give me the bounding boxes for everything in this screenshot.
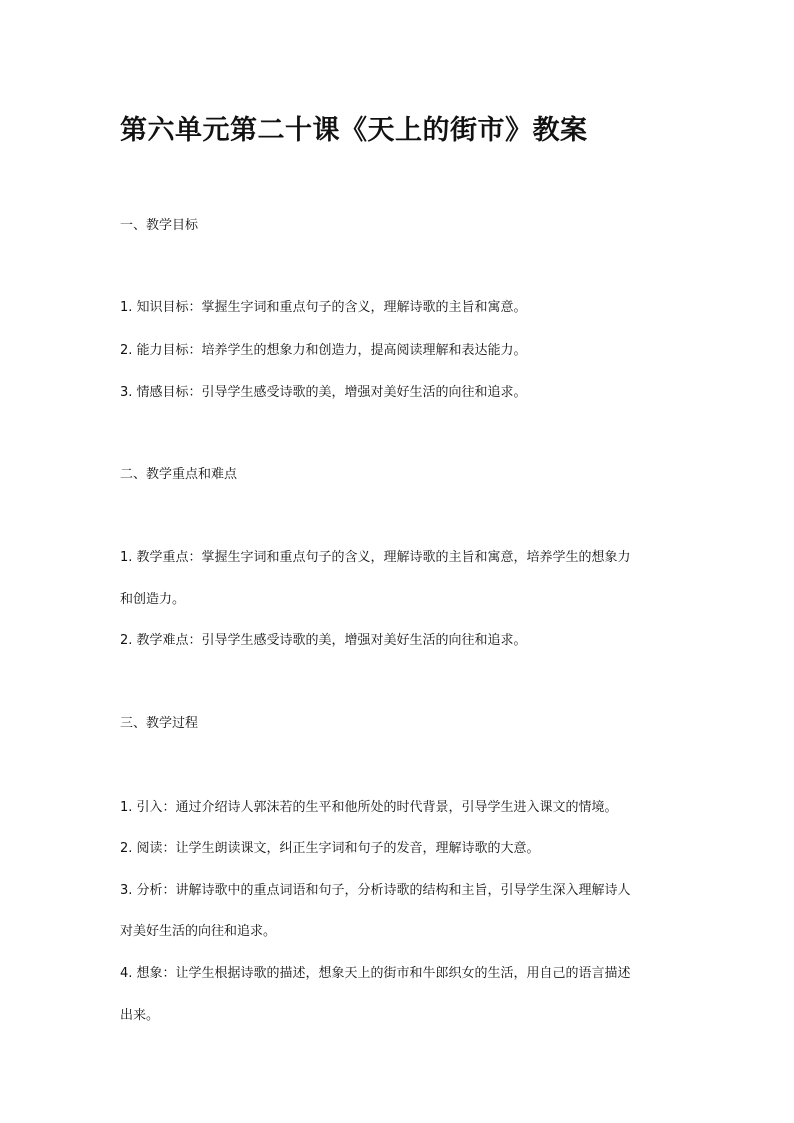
objective-ability: 2. 能力目标：培养学生的想象力和创造力，提高阅读理解和表达能力。 xyxy=(120,343,527,358)
section-heading-process: 三、教学过程 xyxy=(120,716,199,731)
key-point-line-continued: 和创造力。 xyxy=(120,592,186,607)
objective-knowledge: 1. 知识目标：掌握生字词和重点句子的含义，理解诗歌的主旨和寓意。 xyxy=(120,300,527,315)
process-step-intro: 1. 引入：通过介绍诗人郭沫若的生平和他所处的时代背景，引导学生进入课文的情境。 xyxy=(120,800,618,815)
process-step-analysis: 3. 分析：讲解诗歌中的重点词语和句子，分析诗歌的结构和主旨，引导学生深入理解诗人 xyxy=(120,883,631,898)
process-step-imagination: 4. 想象：让学生根据诗歌的描述，想象天上的街市和牛郎织女的生活，用自己的语言描述 xyxy=(120,966,631,981)
process-step-analysis-continued: 对美好生活的向往和追求。 xyxy=(120,924,277,939)
document-title: 第六单元第二十课《天上的街市》教案 xyxy=(120,115,588,146)
key-point-line: 1. 教学重点：掌握生字词和重点句子的含义，理解诗歌的主旨和寓意，培养学生的想象力 xyxy=(120,550,631,565)
difficulty-line: 2. 教学难点：引导学生感受诗歌的美，增强对美好生活的向往和追求。 xyxy=(120,633,527,648)
objective-emotion: 3. 情感目标：引导学生感受诗歌的美，增强对美好生活的向往和追求。 xyxy=(120,385,527,400)
process-step-reading: 2. 阅读：让学生朗读课文，纠正生字词和句子的发音，理解诗歌的大意。 xyxy=(120,841,540,856)
section-heading-key-points: 二、教学重点和难点 xyxy=(120,467,238,482)
process-step-imagination-continued: 出来。 xyxy=(120,1008,160,1023)
section-heading-objectives: 一、教学目标 xyxy=(120,218,199,233)
